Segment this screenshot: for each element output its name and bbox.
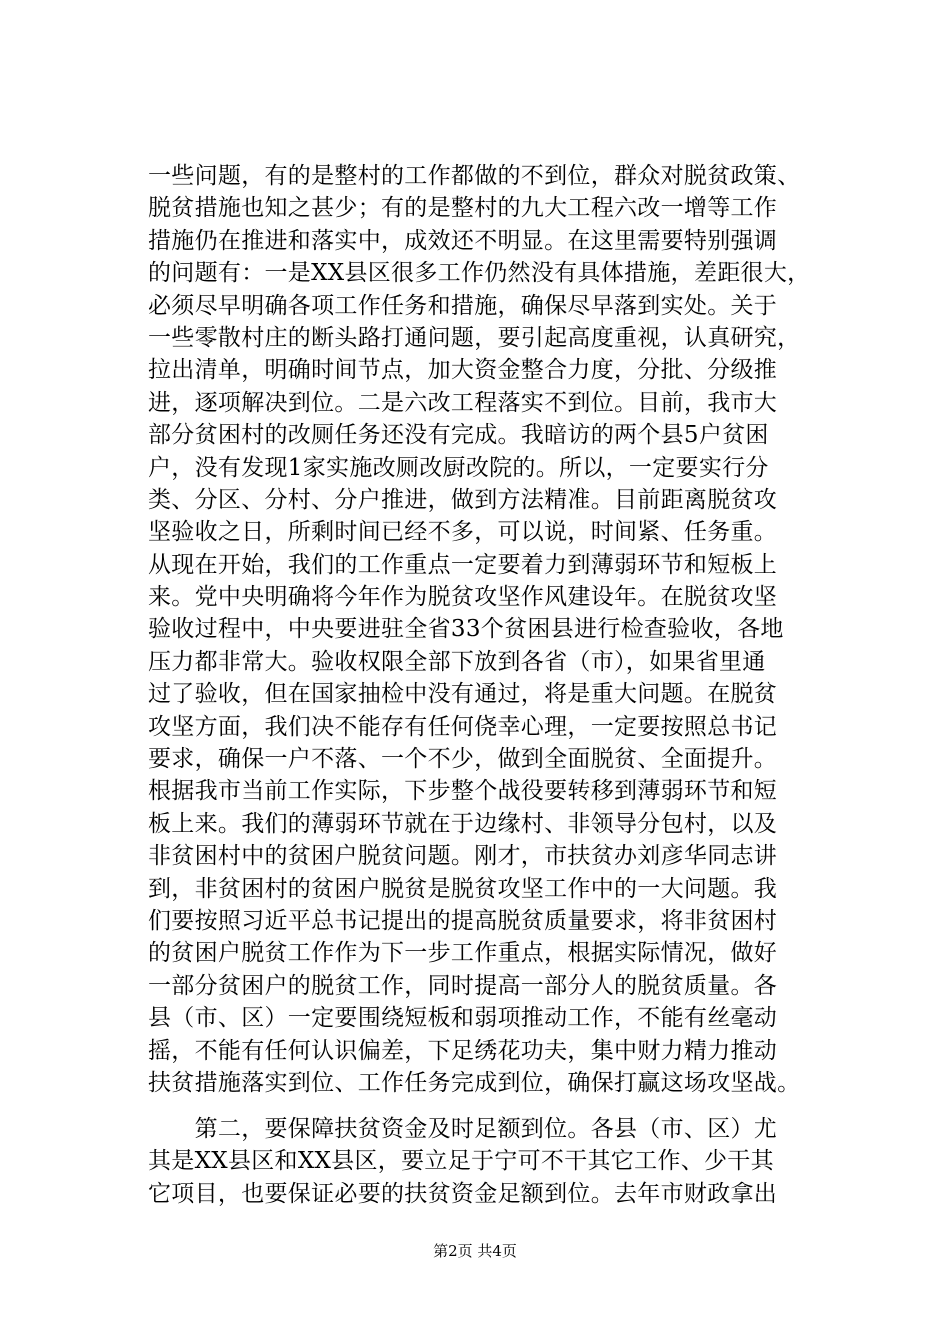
text-line: 拉出清单，明确时间节点，加大资金整合力度，分批、分级推 — [148, 357, 778, 384]
text-line: 坚验收之日，所剩时间已经不多，可以说，时间紧、任务重。 — [148, 519, 778, 546]
text-line: 脱贫措施也知之甚少；有的是整村的九大工程六改一增等工作 — [148, 195, 778, 222]
text-line: 的贫困户脱贫工作作为下一步工作重点，根据实际情况，做好 — [148, 940, 778, 967]
text-line: 一部分贫困户的脱贫工作，同时提高一部分人的脱贫质量。各 — [148, 972, 778, 999]
text-line: 一些零散村庄的断头路打通问题，要引起高度重视，认真研究， — [148, 324, 801, 351]
text-line: 来。党中央明确将今年作为脱贫攻坚作风建设年。在脱贫攻坚 — [148, 584, 778, 611]
text-line: 非贫困村中的贫困户脱贫问题。刚才，市扶贫办刘彦华同志讲 — [148, 843, 778, 870]
text-line: 从现在开始，我们的工作重点一定要着力到薄弱环节和短板上 — [148, 551, 778, 578]
text-line: 部分贫困村的改厕任务还没有完成。我暗访的两个县5户贫困 — [148, 422, 769, 449]
text-line: 板上来。我们的薄弱环节就在于边缘村、非领导分包村，以及 — [148, 810, 778, 837]
text-line: 根据我市当前工作实际，下步整个战役要转移到薄弱环节和短 — [148, 778, 778, 805]
paragraph-1 — [148, 160, 828, 1099]
text-line: 措施仍在推进和落实中，成效还不明显。在这里需要特别强调 — [148, 227, 778, 254]
text-line: 户，没有发现1家实施改厕改厨改院的。所以，一定要实行分 — [148, 454, 769, 481]
text-line: 它项目，也要保证必要的扶贫资金足额到位。去年市财政拿出 — [148, 1180, 778, 1207]
text-line: 第二，要保障扶贫资金及时足额到位。各县（市、区）尤 — [148, 1116, 778, 1142]
page-footer: 第2页 共4页 — [433, 1242, 517, 1260]
text-line: 要求，确保一户不落、一个不少，做到全面脱贫、全面提升。 — [148, 746, 778, 773]
text-line: 扶贫措施落实到位、工作任务完成到位，确保打赢这场攻坚战。 — [148, 1069, 801, 1096]
text-line: 验收过程中，中央要进驻全省33个贫困县进行检查验收，各地 — [148, 616, 784, 643]
text-line: 过了验收，但在国家抽检中没有通过，将是重大问题。在脱贫 — [148, 681, 778, 708]
text-line: 必须尽早明确各项工作任务和措施，确保尽早落到实处。关于 — [148, 292, 778, 319]
text-line: 攻坚方面，我们决不能存有任何侥幸心理，一定要按照总书记 — [148, 713, 778, 740]
text-line: 的问题有：一是XX县区很多工作仍然没有具体措施，差距很大， — [148, 260, 811, 287]
text-line: 摇，不能有任何认识偏差，下足绣花功夫，集中财力精力推动 — [148, 1037, 778, 1064]
text-line: 其是XX县区和XX县区，要立足于宁可不干其它工作、少干其 — [148, 1148, 774, 1175]
text-line: 县（市、区）一定要围绕短板和弱项推动工作，不能有丝毫动 — [148, 1005, 778, 1032]
text-line: 压力都非常大。验收权限全部下放到各省（市），如果省里通 — [148, 648, 766, 675]
text-line: 到，非贫困村的贫困户脱贫是脱贫攻坚工作中的一大问题。我 — [148, 875, 778, 902]
text-line: 进，逐项解决到位。二是六改工程落实不到位。目前，我市大 — [148, 389, 778, 416]
text-line: 们要按照习近平总书记提出的提高脱贫质量要求，将非贫困村 — [148, 907, 778, 934]
paragraph-2 — [148, 1113, 828, 1210]
text-line: 类、分区、分村、分户推进，做到方法精准。目前距离脱贫攻 — [148, 486, 778, 513]
text-line: 一些问题，有的是整村的工作都做的不到位，群众对脱贫政策、 — [148, 163, 801, 189]
